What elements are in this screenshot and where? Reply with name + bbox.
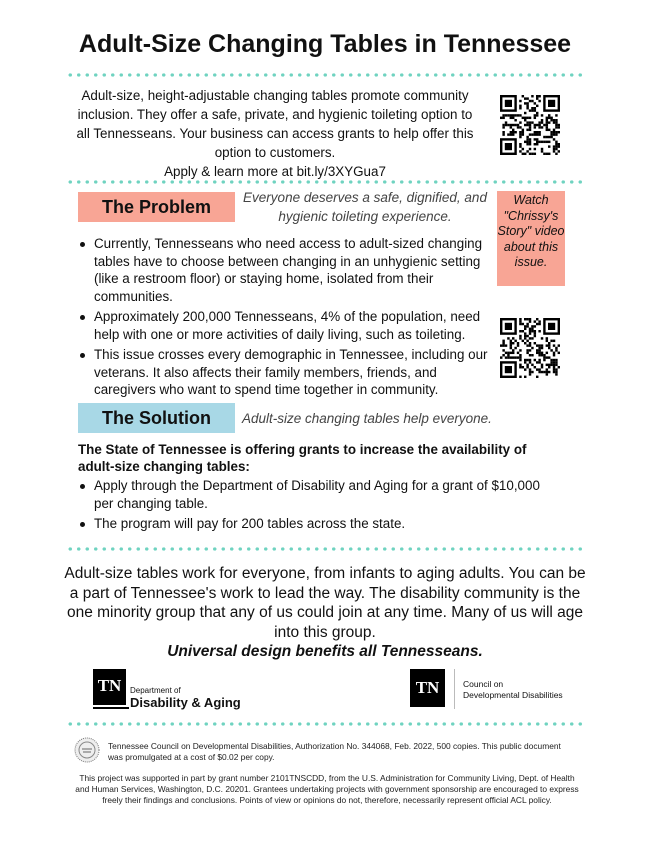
dotted-divider	[66, 73, 586, 77]
qr-code-video[interactable]	[500, 318, 560, 378]
qr-code-apply[interactable]	[500, 95, 560, 155]
tn-mark: TN	[93, 669, 126, 705]
closing-text: Adult-size tables work for everyone, from infants to aging adults. You can be a part of Tennessee's work to lead the way. The disability community is the one minority group that any of us could join at any time. Many of us will age into this group.	[64, 565, 586, 641]
list-item: Approximately 200,000 Tennesseans, 4% of the population, need help with one or more activities of daily living, such as toileting.	[78, 308, 488, 343]
problem-header: The Problem	[78, 192, 235, 222]
dda-logo	[93, 669, 253, 711]
solution-list	[78, 477, 558, 536]
dotted-divider	[66, 180, 586, 184]
dda-line2: Disability & Aging	[130, 695, 241, 710]
logo-rule	[93, 707, 129, 709]
solution-lead: The State of Tennessee is offering grants to increase the availability of adult-size changing tables:	[78, 442, 527, 474]
list-item: The program will pay for 200 tables across the state.	[78, 515, 558, 533]
grant-disclaimer: This project was supported in part by grant number 2101TNSCDD, from the U.S. Administration for Community Living, Dept. of Health and Human Services, Washington, D.C. 20201. Grantees undertaking projects with government sponsorship are encouraged to express freely their findings and conclusions. Points of view or opinions do not, therefore, necessarily represent official ACL policy.	[75, 773, 579, 805]
dda-line1: Department of	[130, 686, 181, 695]
solution-header: The Solution	[78, 403, 235, 433]
tennessee-seal-icon	[74, 737, 100, 763]
logo-divider	[454, 669, 455, 709]
council-name: Council on Developmental Disabilities	[463, 679, 563, 700]
authorization-note: Tennessee Council on Developmental Disabilities, Authorization No. 344068, Feb. 2022, 500 copies. This public document was promulgated at a cost of $0.02 per copy.	[108, 741, 561, 762]
apply-link[interactable]: Apply & learn more at bit.ly/3XYGua7	[164, 164, 386, 179]
solution-tagline: Adult-size changing tables help everyone.	[242, 411, 492, 426]
intro-paragraph: Adult-size, height-adjustable changing tables promote community inclusion. They offer a safe, private, and hygienic toileting option to all Tennesseans. Your business can access grants to help offer this option to customers.	[76, 88, 474, 160]
problem-tagline: Everyone deserves a safe, dignified, and hygienic toileting experience.	[243, 190, 487, 224]
council-logo	[410, 669, 590, 711]
closing-emphasis: Universal design benefits all Tennesseans.	[167, 643, 483, 660]
page-title: Adult-Size Changing Tables in Tennessee	[78, 30, 572, 58]
dotted-divider	[66, 547, 586, 551]
intro-text	[70, 86, 480, 181]
closing-statement	[60, 564, 590, 662]
list-item: Currently, Tennesseans who need access to adult-sized changing tables have to choose between changing in an unhygienic setting (like a restroom floor) or staying home, isolated from their communities.	[78, 235, 488, 305]
watch-video-callout[interactable]: Watch "Chrissy's Story" video about this issue.	[497, 191, 565, 286]
tn-mark: TN	[410, 669, 445, 707]
list-item: Apply through the Department of Disability and Aging for a grant of $10,000 per changing table.	[78, 477, 558, 512]
problem-list	[78, 235, 488, 402]
dotted-divider	[66, 722, 586, 726]
list-item: This issue crosses every demographic in Tennessee, including our veterans. It also affects their family members, friends, and caregivers who want to spend time together in community.	[78, 346, 488, 399]
